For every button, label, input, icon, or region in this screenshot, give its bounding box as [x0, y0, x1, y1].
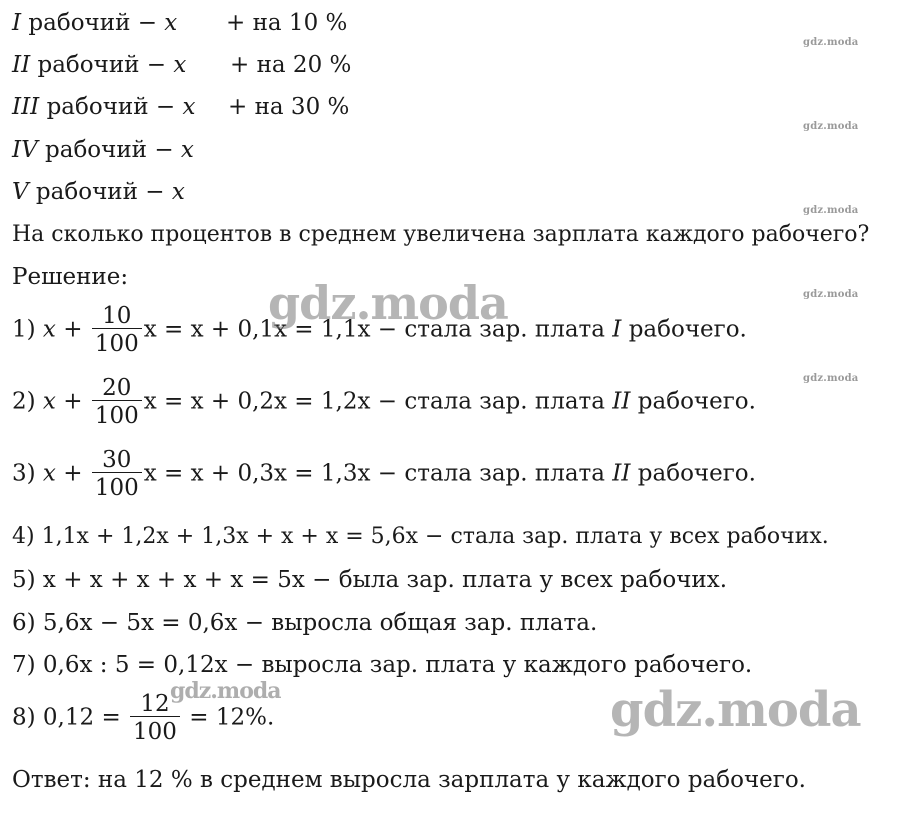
fraction-denominator: 100 — [92, 400, 142, 428]
solution-label: Решение: — [12, 264, 129, 290]
worker-text: рабочий − — [28, 179, 172, 205]
fraction-denominator: 100 — [92, 472, 142, 500]
fraction-denominator: 100 — [92, 328, 142, 356]
roman-numeral: II — [612, 388, 631, 415]
plus-sign: + — [55, 460, 90, 487]
increase-text: + на 20 % — [230, 52, 352, 78]
roman-numeral: II — [12, 52, 31, 78]
step-expression: x = x + 0,1x = 1,1x − стала зар. плата — [143, 316, 613, 343]
fraction — [92, 305, 142, 356]
increase-text: + на 10 % — [226, 10, 348, 36]
variable-x: x — [180, 137, 194, 163]
given-line-1 — [12, 10, 348, 36]
question-text: На сколько процентов в среднем увеличена зарплата каждого рабочего? — [12, 222, 870, 247]
given-line-5 — [12, 181, 185, 204]
roman-numeral: IV — [12, 137, 38, 163]
given-line-2 — [12, 52, 352, 78]
step-expression: x = x + 0,2x = 1,2x − стала зар. плата — [143, 388, 613, 415]
worker-text: рабочий − — [39, 94, 183, 120]
fraction — [92, 449, 142, 500]
step-2 — [12, 377, 756, 428]
answer-text: Ответ: на 12 % в среднем выросла зарплата у каждого рабочего. — [12, 767, 806, 793]
watermark-small: gdz.moda — [803, 205, 859, 216]
increase-text: + на 30 % — [228, 94, 350, 120]
plus-sign: + — [55, 316, 90, 343]
step-number: 1) — [12, 316, 43, 343]
variable-x: x — [42, 316, 56, 343]
step-ending: рабочего. — [630, 388, 756, 415]
watermark-small: gdz.moda — [803, 289, 859, 300]
watermark-small: gdz.moda — [803, 37, 859, 48]
plus-sign: + — [55, 388, 90, 415]
step-number: 3) — [12, 460, 43, 487]
fraction — [92, 377, 142, 428]
watermark-small: gdz.moda — [803, 373, 859, 384]
watermark-small: gdz.moda — [803, 121, 859, 132]
watermark-mid: gdz.moda — [268, 276, 508, 330]
step-7: 7) 0,6x : 5 = 0,12x − выросла зар. плата у каждого рабочего. — [12, 652, 753, 678]
variable-x: x — [182, 94, 196, 120]
step-ending: рабочего. — [621, 316, 747, 343]
roman-numeral: II — [612, 460, 631, 487]
watermark-inline: gdz.moda — [170, 678, 281, 704]
step-5: 5) x + x + x + x + x = 5x − была зар. плата у всех рабочих. — [12, 567, 728, 593]
step-4: 4) 1,1x + 1,2x + 1,3x + x + x = 5,6x − стала зар. плата у всех рабочих. — [12, 524, 829, 549]
roman-numeral: V — [12, 179, 29, 205]
watermark-big: gdz.moda — [610, 682, 861, 738]
fraction-denominator: 100 — [130, 716, 180, 744]
roman-numeral: I — [612, 316, 622, 343]
step-number: 2) — [12, 388, 43, 415]
worker-text: рабочий − — [21, 10, 165, 36]
step-3 — [12, 449, 756, 500]
roman-numeral: III — [12, 94, 40, 120]
step-ending: рабочего. — [630, 460, 756, 487]
variable-x: x — [171, 179, 185, 205]
fraction-numerator: 20 — [102, 375, 132, 401]
variable-x: x — [42, 388, 56, 415]
fraction-numerator: 30 — [102, 447, 132, 473]
worker-text: рабочий − — [30, 52, 174, 78]
variable-x: x — [173, 52, 187, 78]
variable-x: x — [164, 10, 178, 36]
variable-x: x — [42, 460, 56, 487]
given-line-3 — [12, 94, 350, 120]
step-6: 6) 5,6x − 5x = 0,6x − выросла общая зар. плата. — [12, 610, 598, 636]
step-expression: 8) 0,12 = — [12, 704, 129, 731]
worker-text: рабочий − — [37, 137, 181, 163]
step-ending: = 12%. — [181, 704, 275, 731]
step-expression: x = x + 0,3x = 1,3x − стала зар. плата — [143, 460, 613, 487]
fraction-numerator: 12 — [140, 691, 170, 717]
fraction-numerator: 10 — [102, 303, 132, 329]
given-line-4 — [12, 139, 194, 162]
roman-numeral: I — [12, 10, 22, 36]
